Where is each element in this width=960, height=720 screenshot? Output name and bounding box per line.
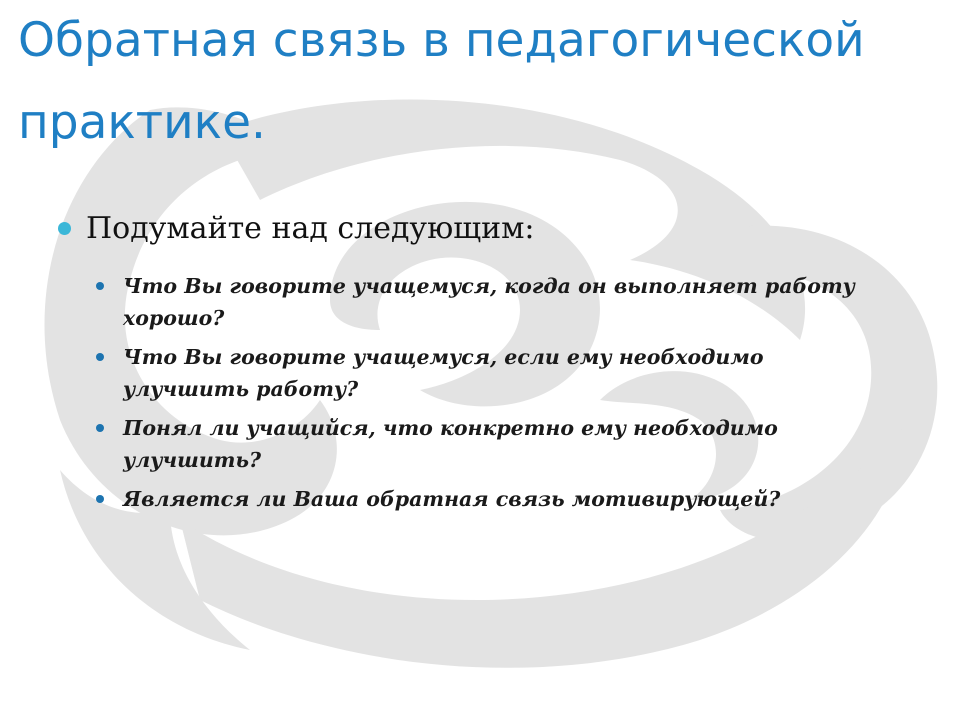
bullet-dot-icon [96,495,104,503]
bullet-dot-icon [96,424,104,432]
bullet-dot-icon [58,222,71,235]
slide-content [58,206,918,522]
bullet-dot-icon [96,353,104,361]
list-item [96,270,918,334]
question-text: Что Вы говорите учащемуся, когда он выполняет работу хорошо? [123,274,855,330]
main-point [58,206,918,252]
list-item [96,341,918,405]
question-text: Является ли Ваша обратная связь мотивирующей? [123,487,781,511]
slide-title: Обратная связь в педагогической практике. [18,13,865,150]
bullet-dot-icon [96,282,104,290]
list-item [96,483,918,515]
list-item [96,412,918,476]
question-text: Что Вы говорите учащемуся, если ему необходимо улучшить работу? [123,345,764,401]
question-list [96,270,918,515]
main-point-text: Подумайте над следующим: [86,211,535,246]
question-text: Понял ли учащийся, что конкретно ему необходимо улучшить? [123,416,778,472]
